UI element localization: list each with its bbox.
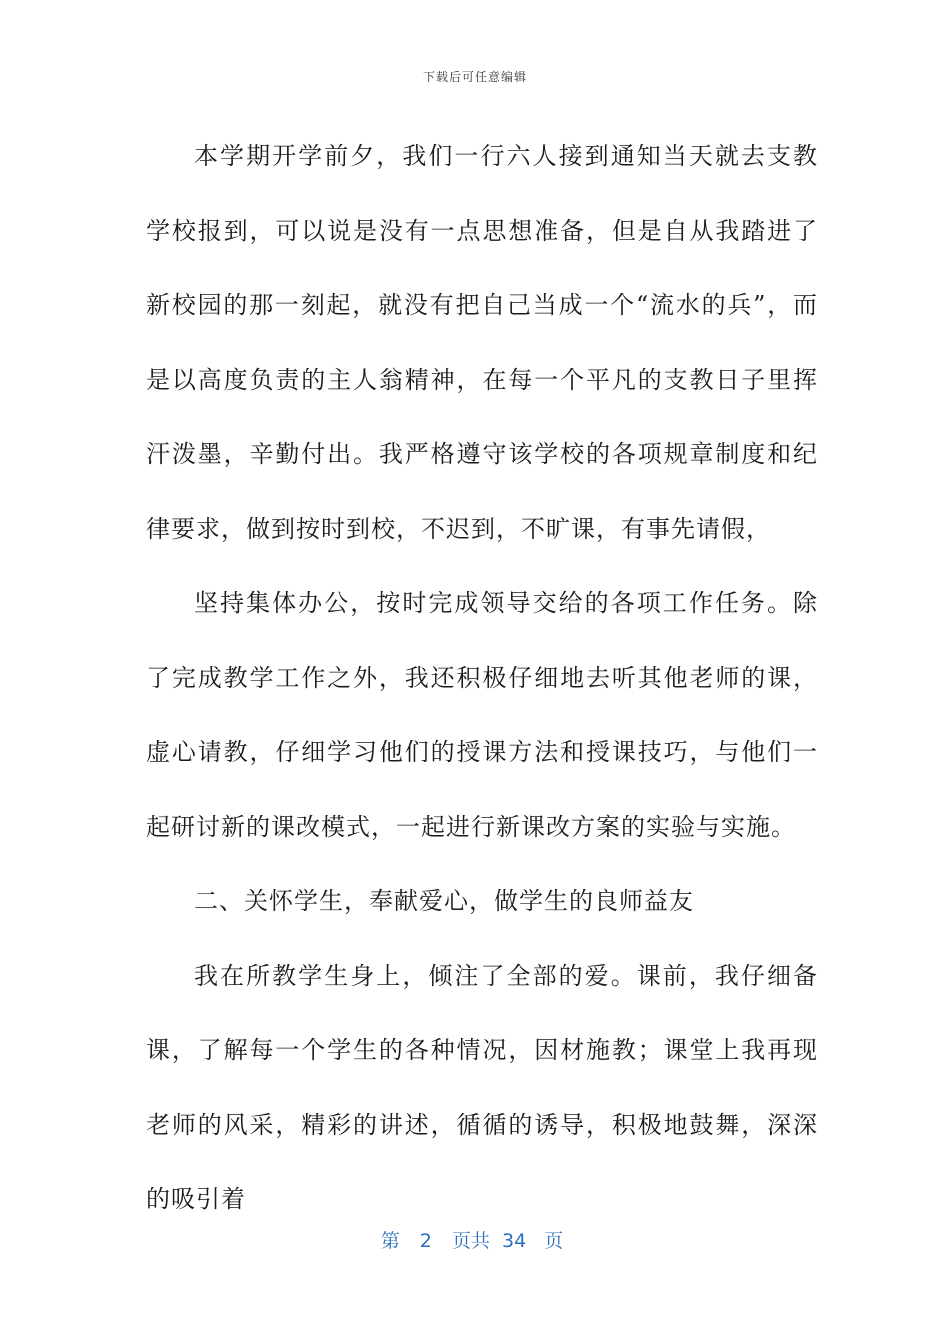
paragraph-1: 本学期开学前夕，我们一行六人接到通知当天就去支教学校报到，可以说是没有一点思想准备，但是自从我踏进了新校园的那一刻起，就没有把自己当成一个“流水的兵”，而是以高度负责的主人翁精神，在每一个平凡的支教日子里挥汗泼墨，辛勤付出。我严格遵守该学校的各项规章制度和纪律要求，做到按时到校，不迟到，不旷课，有事先请假，: [146, 142, 818, 543]
current-page-number: 2: [419, 1230, 432, 1252]
download-note: 下载后可任意编辑: [422, 70, 527, 84]
footer-suffix: 页: [544, 1230, 564, 1252]
document-body: [146, 119, 818, 1237]
total-pages-number: 34: [502, 1230, 527, 1252]
section-heading: 二、关怀学生，奉献爱心，做学生的良师益友: [194, 887, 694, 915]
footer-prefix: 第: [380, 1230, 400, 1252]
paragraph-3: 我在所教学生身上，倾注了全部的爱。课前，我仔细备课，了解每一个学生的各种情况，因材施教；课堂上我再现老师的风采，精彩的讲述，循循的诱导，积极地鼓舞，深深的吸引着: [146, 961, 818, 1213]
page-footer: [0, 1226, 950, 1253]
footer-middle: 页共: [451, 1230, 490, 1252]
paragraph-2: 坚持集体办公，按时完成领导交给的各项工作任务。除了完成教学工作之外，我还积极仔细地去听其他老师的课，虚心请教，仔细学习他们的授课方法和授课技巧，与他们一起研讨新的课改模式，一起进行新课改方案的实验与实施。: [146, 589, 818, 841]
